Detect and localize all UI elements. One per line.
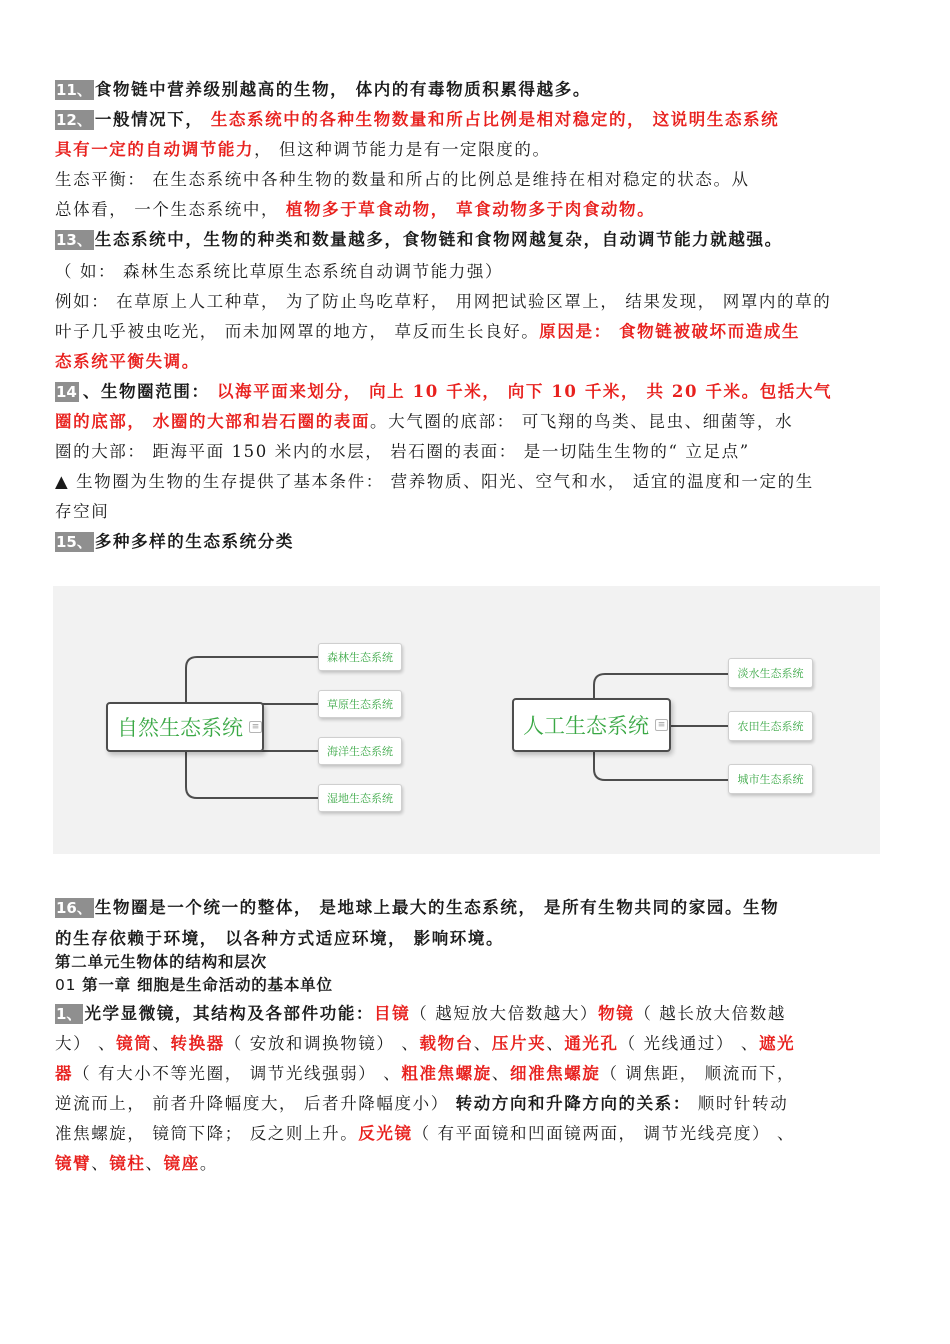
item-text: （ 安放和调换物镜） 、 [224,1034,420,1053]
microscope-line-6 [55,1152,218,1176]
highlight-text: 生态系统中的各种生物数量和所占比例是相对稳定的， 这说明生态系统 [210,110,780,129]
item-text: 叶子几乎被虫吃光， 而未加网罩的地方， 草反而生长良好。 [55,322,540,341]
item-text: 、 [546,1034,565,1053]
item-text: 生物圈是一个统一的整体， 是地球上最大的生态系统， 是所有生物共同的家园。生物 [94,898,780,917]
note-icon: ≡ [249,721,262,733]
connector-forest [186,657,318,702]
mindmap-leaf-city: 城市生态系统 [728,764,813,794]
item-text: 大） 、 [55,1034,117,1053]
item-number: 11、 [56,81,92,99]
item-text: 、 [491,1064,510,1083]
item-text: 光学显微镜，其结构及各部件功能： [84,1004,375,1023]
item-text: 顺时针转动 [690,1094,789,1113]
chapter-title: 第一章 细胞是生命活动的基本单位 [82,976,333,994]
mindmap-leaf-ocean: 海洋生态系统 [318,737,402,765]
item-text: 食物链中营养级别越高的生物， 体内的有毒物质积累得越多。 [94,80,591,99]
item-number: 14 [56,383,77,401]
item-text: 、 [91,1154,110,1173]
microscope-line-4 [55,1092,788,1116]
item-text: （ 调焦距， 顺流而下， [600,1064,796,1083]
item-13-example: （ 如： 森林生态系统比草原生态系统自动调节能力强） [55,262,504,281]
note-icon: ≡ [655,719,668,731]
highlight-text: 目镜 [374,1004,411,1023]
highlight-text: 细准焦螺旋 [509,1064,601,1083]
ecological-balance-line-2 [55,198,655,222]
highlight-text: 载物台 [419,1034,474,1053]
chapter-number: 01 [55,976,77,994]
item-13-case-line-1: 例如： 在草原上人工种草， 为了防止鸟吃草籽， 用网把试验区罩上， 结果发现， 网罩内的草的 [55,292,832,311]
item-number: 13、 [56,231,92,249]
highlight-text: 器 [55,1064,74,1083]
item-label: 生物圈范围： [100,382,217,401]
highlight-text: 通光孔 [564,1034,619,1053]
item-text: （ 越长放大倍数越 [634,1004,786,1023]
item-text: 逆流而上， 前者升降幅度大， 后者升降幅度小） [55,1094,456,1113]
highlight-text: 镜筒 [116,1034,153,1053]
item-14-triangle-line-2: 存空间 [55,502,110,521]
chapter-heading [55,973,333,997]
item-14-line-2 [55,410,793,434]
item-14-triangle-line-1: ▲ 生物圈为生物的生存提供了基本条件： 营养物质、阳光、空气和水， 适宜的温度和一定的生 [55,472,814,491]
item-text: 、 [152,1034,171,1053]
item-11 [55,78,591,102]
item-separator: 、 [82,382,101,401]
ecological-balance-line-1: 生态平衡： 在生态系统中各种生物的数量和所占的比例总是维持在相对稳定的状态。从 [55,170,750,189]
microscope-line-2 [55,1032,795,1056]
item-text: 多种多样的生态系统分类 [94,532,294,551]
root-label: 人工生态系统 [523,714,649,738]
item-number: 16、 [56,899,92,917]
item-text: 、 [145,1154,164,1173]
mindmap-leaf-wetland: 湿地生态系统 [318,784,402,812]
mindmap-leaf-forest: 森林生态系统 [318,643,402,671]
item-text: （ 光线通过） 、 [618,1034,760,1053]
unit-heading: 第二单元生物体的结构和层次 [55,953,267,971]
item-number: 12、 [56,111,92,129]
microscope-line-3 [55,1062,795,1086]
mindmap-root-natural [106,702,264,752]
highlight-text: 压片夹 [491,1034,547,1053]
item-text: （ 越短放大倍数越大） [410,1004,599,1023]
microscope-line-5 [55,1122,795,1146]
item-text: ， 但这种调节能力是有一定限度的。 [254,140,551,159]
highlight-text: 态系统平衡失调。 [55,352,200,371]
highlight-text: 以海平面来划分， 向上 10 千米， 向下 10 千米， 共 20 千米。包括大气 [216,382,833,401]
ecosystem-mindmap [53,586,880,854]
connector-wetland [186,751,318,798]
highlight-text: 镜柱 [109,1154,146,1173]
highlight-text: 原因是： 食物链被破坏而造成生 [539,322,801,341]
item-16-line-2: 的生存依赖于环境， 以各种方式适应环境， 影响环境。 [55,929,505,948]
item-text: （ 有大小不等光圈， 调节光线强弱） 、 [73,1064,402,1083]
highlight-text: 植物多于草食动物， 草食动物多于肉食动物。 [285,200,656,219]
item-text: 。大气圈的底部： 可飞翔的鸟类、昆虫、细菌等，水 [370,412,794,431]
mindmap-leaf-freshwater: 淡水生态系统 [728,658,813,688]
connector-city [594,752,728,780]
item-14-line-1 [55,380,832,404]
mindmap-leaf-grassland: 草原生态系统 [318,690,402,718]
highlight-text: 镜臂 [55,1154,92,1173]
highlight-text: 转换器 [170,1034,225,1053]
item-14-line-3: 圈的大部： 距海平面 150 米内的水层， 岩石圈的表面： 是一切陆生生物的“ 立足点” [55,442,750,461]
item-13-case-line-3 [55,350,200,374]
mindmap-root-artificial [512,698,671,752]
microscope-line-1 [55,1002,786,1026]
item-text: （ 有平面镜和凹面镜两面， 调节光线亮度） 、 [412,1124,796,1143]
highlight-text: 镜座 [163,1154,200,1173]
item-12-line-1 [55,108,779,132]
item-text: 准焦螺旋， 镜筒下降； 反之则上升。 [55,1124,359,1143]
item-number: 1、 [56,1005,82,1023]
item-13-case-line-2 [55,320,800,344]
root-label: 自然生态系统 [117,716,243,740]
mindmap-leaf-farmland: 农田生态系统 [728,711,813,741]
item-text: 总体看， 一个生态系统中， [55,200,286,219]
item-16-line-1 [55,896,779,920]
item-text: 、 [473,1034,492,1053]
highlight-text: 粗准焦螺旋 [401,1064,492,1083]
item-label: 转动方向和升降方向的关系： [455,1094,691,1113]
highlight-text: 遮光 [759,1034,796,1053]
highlight-text: 圈的底部， 水圈的大部和岩石圈的表面 [55,412,371,431]
item-13 [55,228,783,252]
highlight-text: 物镜 [598,1004,635,1023]
item-text: 一般情况下， [94,110,211,129]
item-text: 。 [199,1154,218,1173]
connector-freshwater [594,674,728,698]
highlight-text: 具有一定的自动调节能力 [55,140,255,159]
highlight-text: 反光镜 [358,1124,413,1143]
item-12-line-2 [55,138,551,162]
item-number: 15、 [56,533,92,551]
item-text: 生态系统中，生物的种类和数量越多，食物链和食物网越复杂，自动调节能力就越强。 [94,230,783,249]
item-15 [55,530,294,554]
